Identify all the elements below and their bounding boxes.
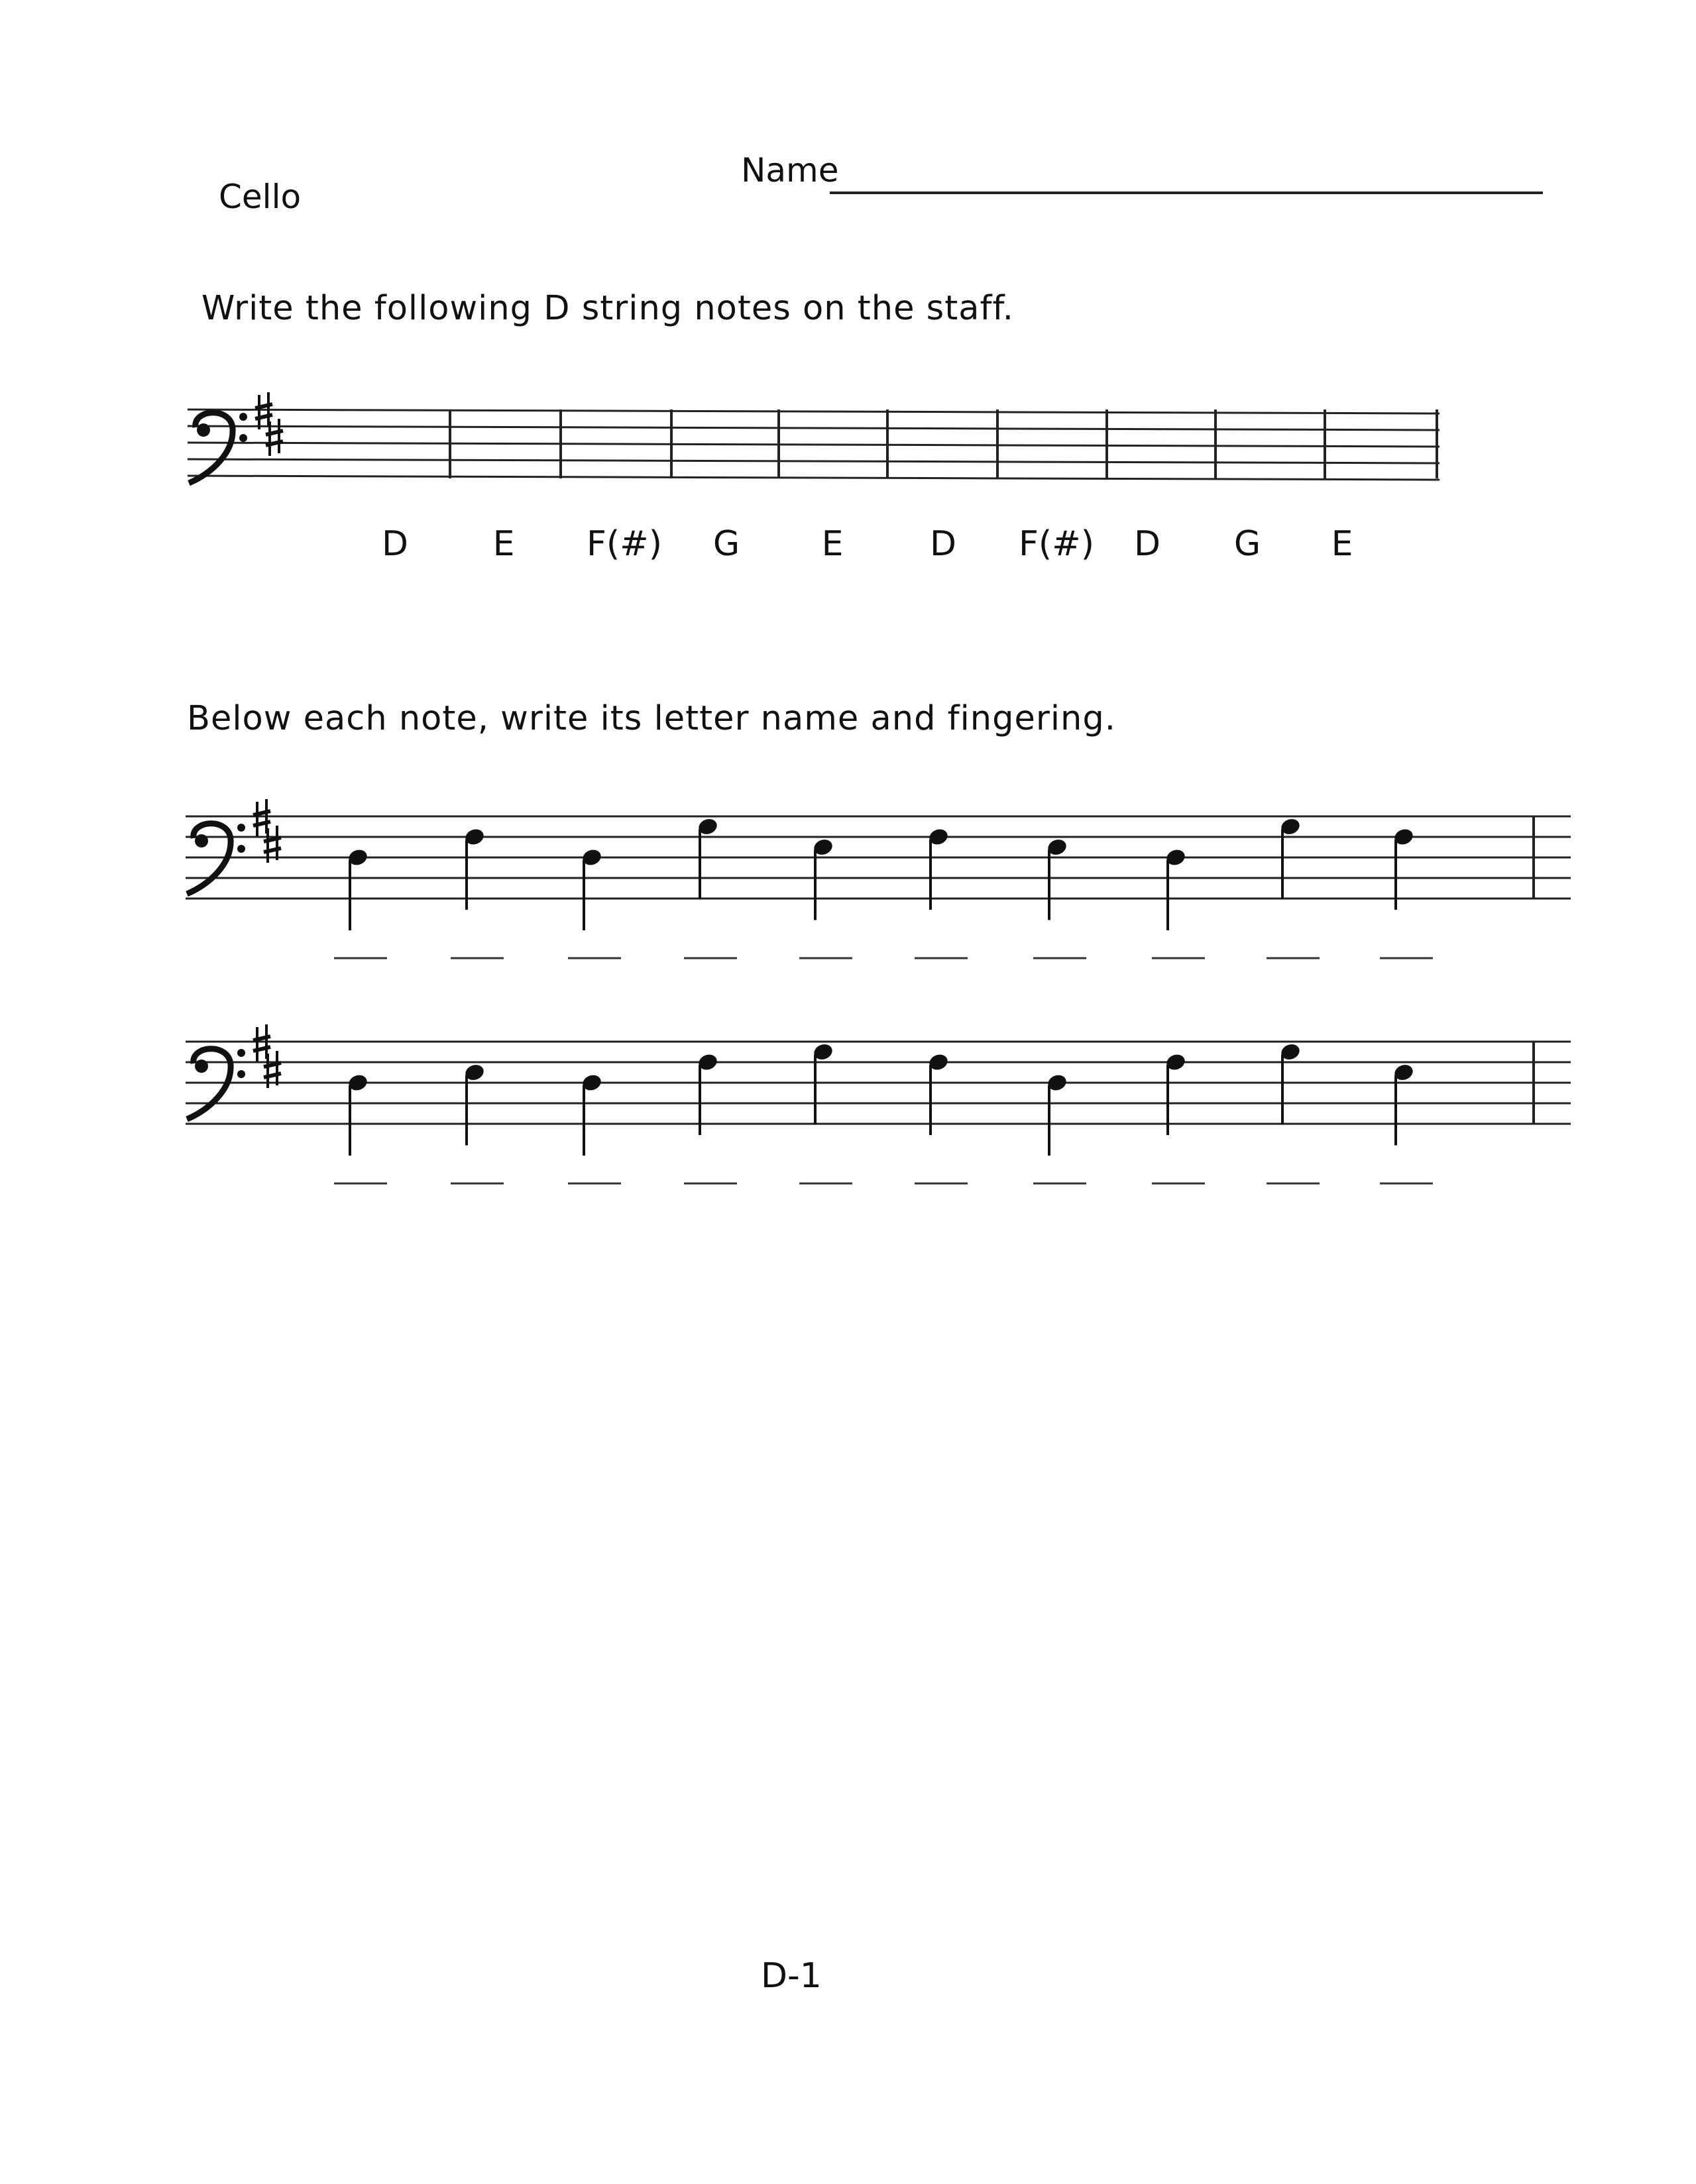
note-name-label: E [821, 524, 844, 564]
page-number: D-1 [761, 1956, 822, 1996]
staff-read-notes-2 [186, 1024, 1571, 1183]
staff-read-notes-1 [186, 799, 1571, 958]
bass-clef [187, 1049, 231, 1119]
note-name-label: G [712, 524, 740, 564]
section1-instruction: Write the following D string notes on the staff. [201, 289, 1014, 328]
note-name-label: E [492, 524, 515, 564]
bass-clef-dot [195, 1060, 208, 1073]
bass-clef-dot [197, 423, 210, 437]
bass-clef-dot [239, 434, 247, 442]
bass-clef-dot [239, 413, 247, 421]
sharp-sign [266, 431, 283, 435]
staff-line [188, 426, 1440, 430]
sharp-sign [253, 1047, 270, 1051]
sharp-sign [255, 415, 272, 419]
sharp-sign [264, 848, 281, 852]
name-label: Name [741, 151, 839, 190]
section2-instruction: Below each note, write its letter name and fingering. [187, 699, 1116, 738]
bass-clef [189, 413, 233, 483]
note-name-label: D [929, 524, 957, 564]
note-name-label: D [1133, 524, 1161, 564]
note-name-label: F(#) [1018, 524, 1095, 564]
sharp-sign [253, 1036, 270, 1040]
sharp-sign [264, 1073, 281, 1077]
staff-lines [188, 392, 1440, 483]
sharp-sign [264, 1063, 281, 1067]
bass-clef-dot [237, 1070, 245, 1078]
note-name-label: E [1331, 524, 1353, 564]
staff-line [188, 459, 1440, 463]
instrument-label: Cello [219, 178, 302, 216]
sharp-sign [253, 811, 270, 815]
sharp-sign [253, 822, 270, 826]
staff-line [188, 410, 1440, 413]
bass-clef-dot [195, 834, 208, 847]
bass-clef-dot [237, 824, 245, 832]
note-name-label: D [381, 524, 409, 564]
bass-clef-dot [237, 845, 245, 853]
sharp-sign [255, 404, 272, 408]
staff-line [188, 443, 1440, 447]
sharp-sign [264, 838, 281, 842]
note-name-label: F(#) [586, 524, 663, 564]
note-name-label: G [1233, 524, 1261, 564]
bass-clef [187, 824, 231, 894]
note-names-row [382, 524, 1353, 564]
bass-clef-dot [237, 1049, 245, 1057]
staff-line [188, 476, 1440, 480]
